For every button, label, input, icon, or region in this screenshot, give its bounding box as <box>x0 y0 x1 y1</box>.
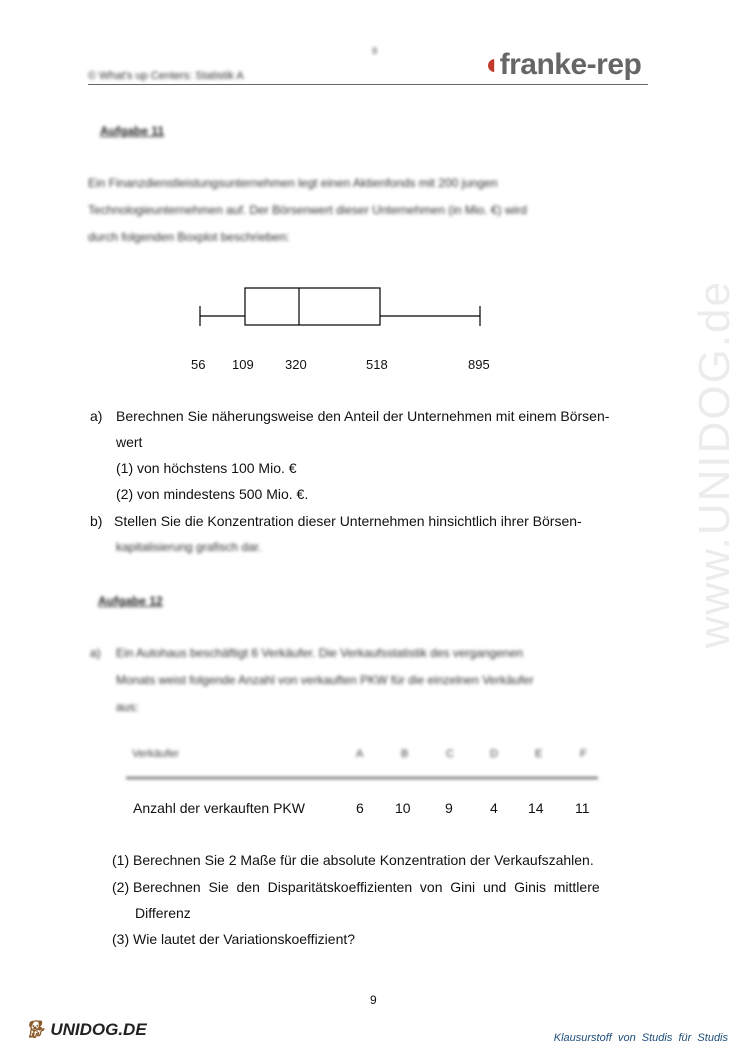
boxplot-label-q1: 109 <box>232 357 254 372</box>
boxplot-box <box>245 288 380 325</box>
task11-b-label: b) <box>90 513 103 529</box>
task11-b-text: Stellen Sie die Konzentration dieser Unternehmen hinsichtlich ihrer Börsen- <box>114 513 582 529</box>
dog-icon: 🐕︎ <box>24 1020 46 1039</box>
table-col-f: F <box>580 748 587 760</box>
boxplot-label-max: 895 <box>468 357 490 372</box>
page-number: 9 <box>370 993 377 1007</box>
task11-heading: Aufgabe 11 <box>100 124 165 138</box>
watermark: www.UNIDOG.de <box>690 280 739 649</box>
table-value-d: 4 <box>490 800 498 816</box>
table-value-a: 6 <box>356 800 364 816</box>
boxplot <box>0 0 750 380</box>
task12-q2-cont: Differenz <box>135 905 191 921</box>
boxplot-label-min: 56 <box>191 357 206 372</box>
task12-q1: (1) Berechnen Sie 2 Maße für die absolute Konzentration der Verkaufszahlen. <box>112 852 594 868</box>
task11-a-text-cont: wert <box>116 434 143 450</box>
header-top-mark: 9 <box>372 46 378 56</box>
table-value-f: 11 <box>575 800 590 816</box>
task11-a-text: Berechnen Sie näherungsweise den Anteil der Unternehmen mit einem Börsen- <box>116 408 610 424</box>
table-col-e: E <box>535 748 543 760</box>
task11-intro-line: Ein Finanzdienstleistungsunternehmen legt einen Aktienfonds mit 200 jungen <box>88 176 498 190</box>
table-value-b: 10 <box>395 800 411 816</box>
table-col-c: C <box>446 748 454 760</box>
task12-a-label: a) <box>90 646 101 660</box>
table-col-d: D <box>490 748 498 760</box>
table-col-b: B <box>401 748 409 760</box>
unidog-logo-text: UNIDOG.DE <box>50 1020 147 1039</box>
table-header-label: Verkäufer <box>132 748 180 760</box>
task12-intro-line: Ein Autohaus beschäftigt 6 Verkäufer. Die Verkaufsstatistik des vergangenen <box>116 646 523 660</box>
unidog-logo <box>24 1020 147 1040</box>
task11-b-text-cont: kapitalisierung grafisch dar. <box>116 540 262 554</box>
task11-intro-line: Technologieunternehmen auf. Der Börsenwert dieser Unternehmen (in Mio. €) wird <box>88 203 527 217</box>
task11-a-label: a) <box>90 408 103 424</box>
task12-intro-line: aus: <box>116 700 139 714</box>
task12-q3: (3) Wie lautet der Variationskoeffizient? <box>112 931 356 947</box>
task11-intro-line: durch folgenden Boxplot beschrieben: <box>88 230 290 244</box>
table-value-e: 14 <box>528 800 544 816</box>
boxplot-label-median: 320 <box>285 357 307 372</box>
header-title: © What's up Centers: Statistik A <box>88 70 244 82</box>
table-col-a: A <box>356 748 364 760</box>
task11-a1: (1) von höchstens 100 Mio. € <box>116 460 297 476</box>
task12-intro <box>116 640 660 721</box>
footer-tagline: Klausurstoff von Studis für Studis <box>553 1032 728 1044</box>
boxplot-label-q3: 518 <box>366 357 388 372</box>
task12-q2: (2) Berechnen Sie den Disparitätskoeffizienten von Gini und Ginis mittlere <box>112 879 600 895</box>
task12-intro-line: Monats weist folgende Anzahl von verkauften PKW für die einzelnen Verkäufer <box>116 673 534 687</box>
logo-c-icon: ◖ <box>482 48 500 81</box>
task12-heading: Aufgabe 12 <box>98 594 163 608</box>
logo-text: franke-rep <box>499 48 642 81</box>
table-value-c: 9 <box>445 800 453 816</box>
table-divider <box>126 777 598 779</box>
table-row-label: Anzahl der verkauften PKW <box>133 800 305 816</box>
task11-a2: (2) von mindestens 500 Mio. €. <box>116 486 309 502</box>
